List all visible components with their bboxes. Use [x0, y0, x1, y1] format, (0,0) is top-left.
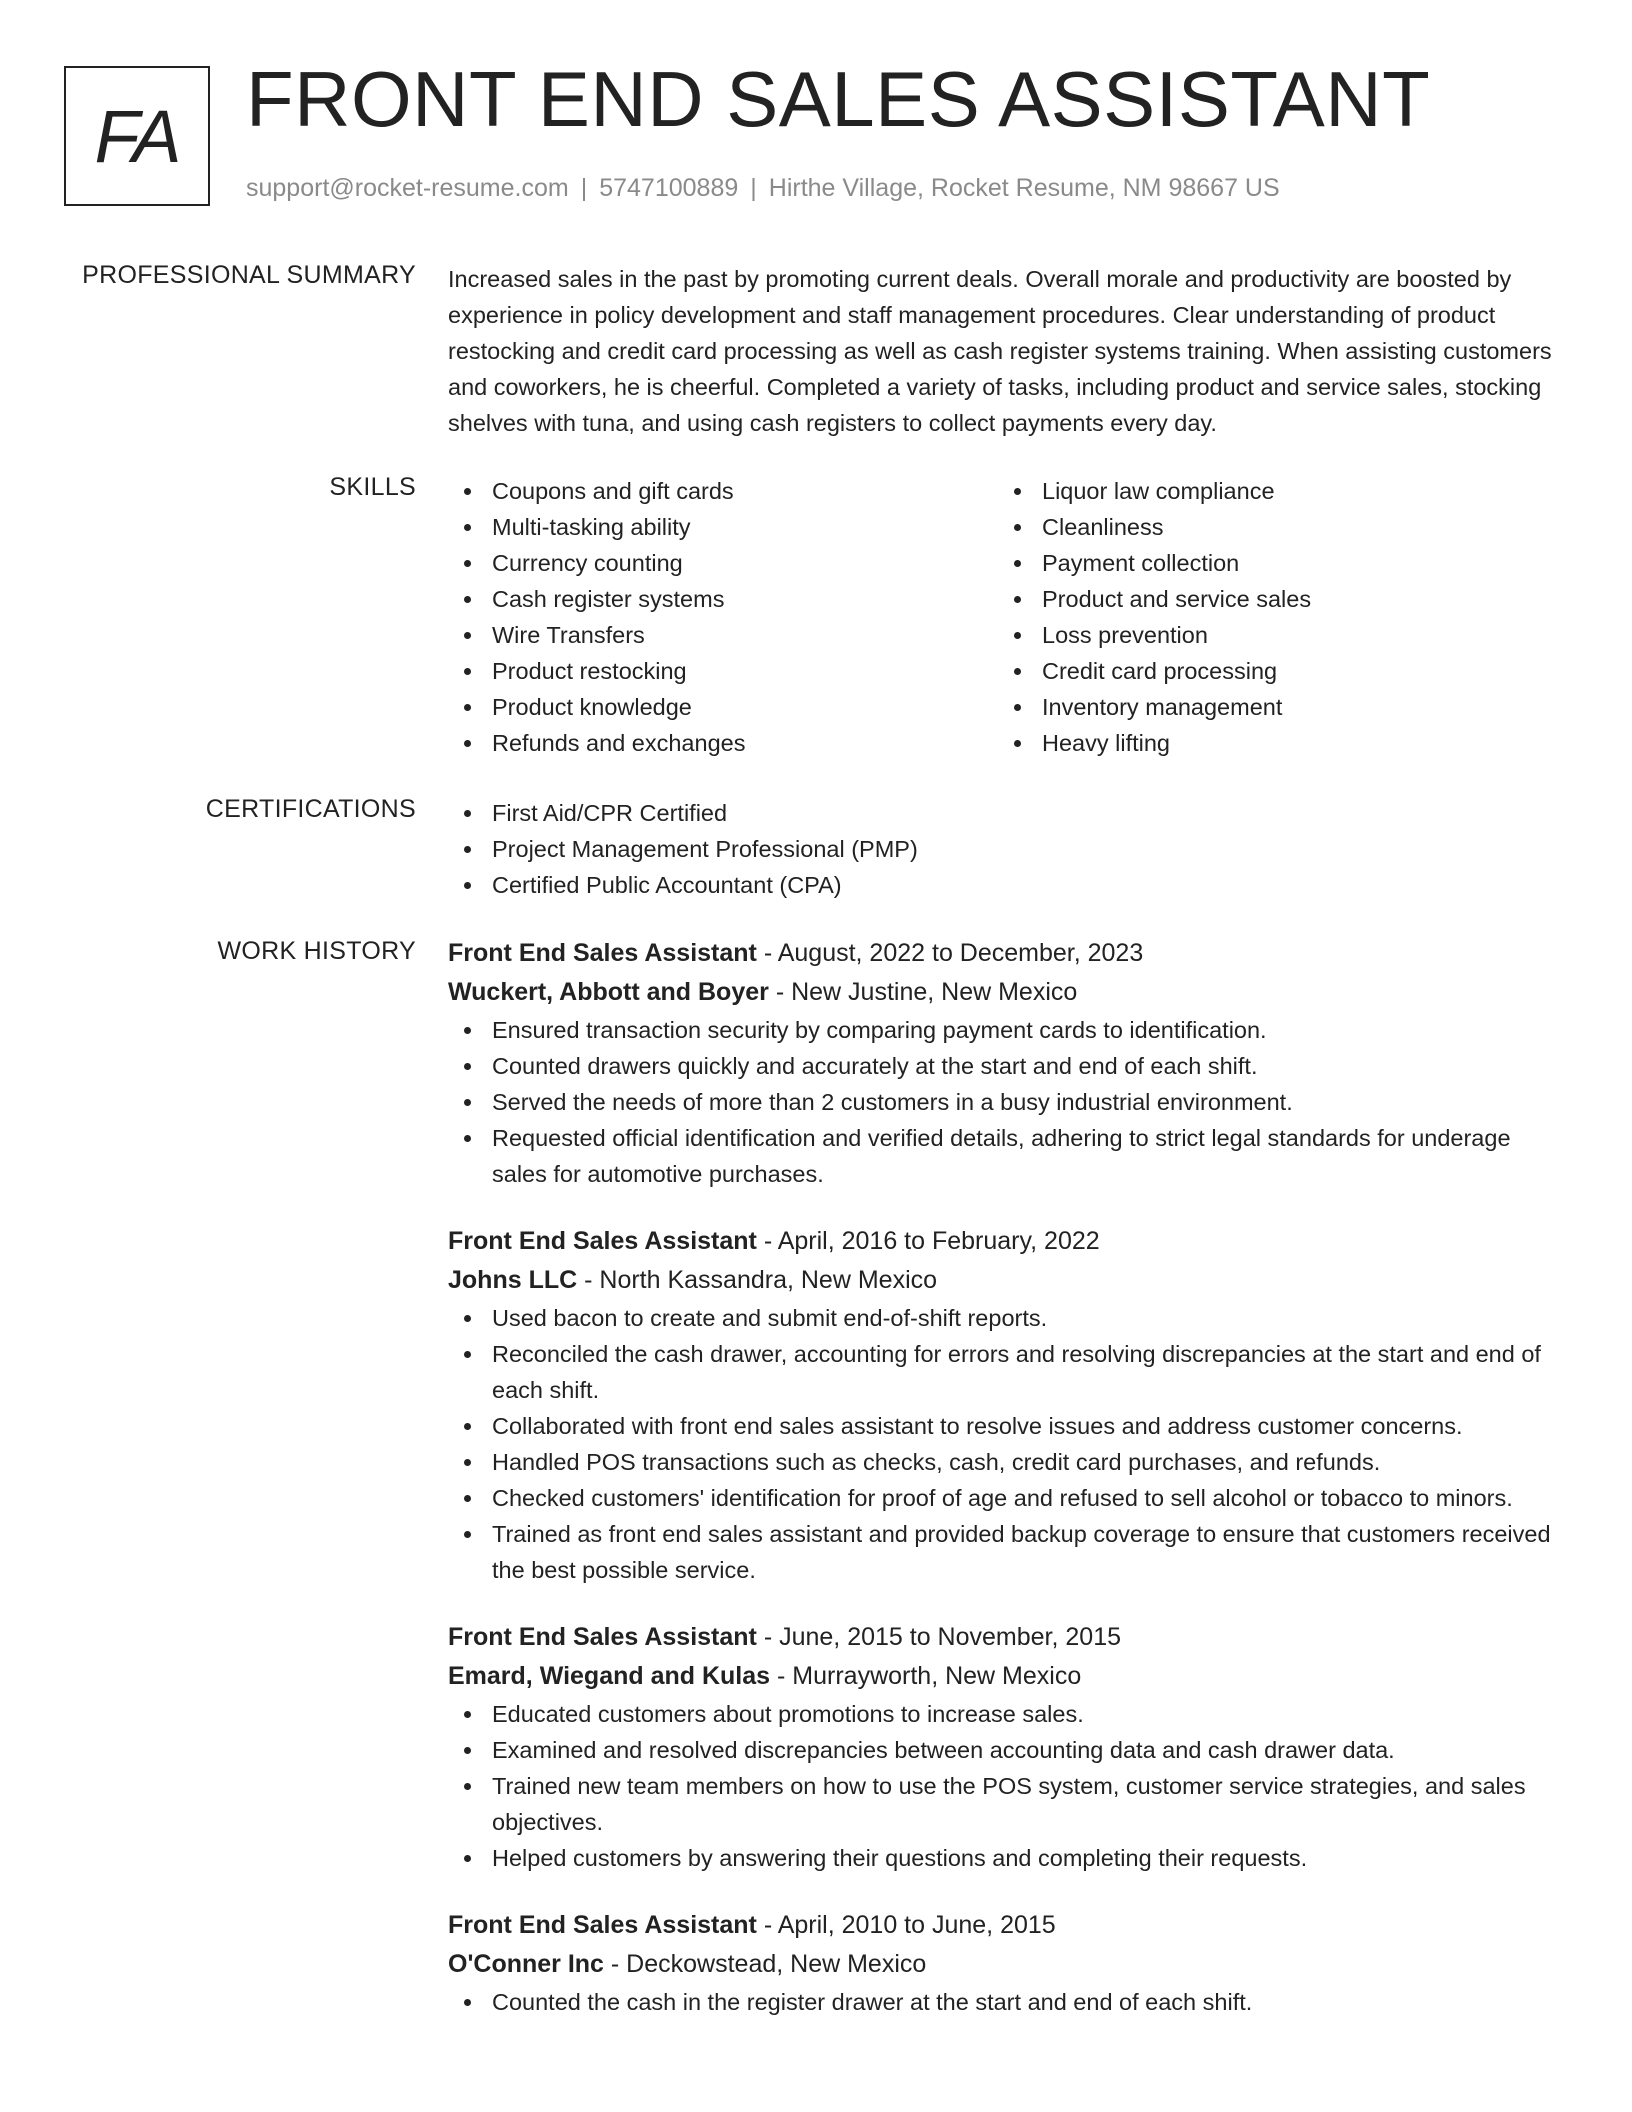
job-company: Emard, Wiegand and Kulas: [448, 1662, 771, 1690]
list-item: Project Management Professional (PMP): [448, 831, 1568, 867]
job-bullets: [448, 1012, 1568, 1192]
skills-heading: SKILLS: [329, 473, 416, 501]
job-company: Wuckert, Abbott and Boyer: [448, 978, 769, 1006]
list-item: Checked customers' identification for proof of age and refused to sell alcohol or tobacco to minors.: [448, 1480, 1568, 1516]
skills-left-list: [448, 473, 998, 761]
job-role-line: [448, 1906, 1568, 1945]
summary-body: [448, 261, 1568, 441]
certifications-body: [448, 795, 1568, 903]
list-item: Product and service sales: [998, 581, 1548, 617]
list-item: Cleanliness: [998, 509, 1548, 545]
certifications-list: [448, 795, 1568, 903]
job-location: - North Kassandra, New Mexico: [577, 1266, 938, 1294]
job-dates: - April, 2010 to June, 2015: [756, 1911, 1056, 1939]
contact-email[interactable]: support@rocket-resume.com: [246, 174, 569, 202]
job-location: - New Justine, New Mexico: [768, 978, 1078, 1006]
resume-title: FRONT END SALES ASSISTANT: [246, 55, 1431, 143]
job-entry: [448, 1906, 1568, 2020]
list-item: Loss prevention: [998, 617, 1548, 653]
skills-body: [448, 473, 1568, 761]
list-item: Payment collection: [998, 545, 1548, 581]
job-company: O'Conner Inc: [448, 1950, 604, 1978]
contact-separator: |: [750, 174, 757, 202]
job-role-line: [448, 1618, 1568, 1657]
job-dates: - June, 2015 to November, 2015: [756, 1623, 1121, 1651]
certifications-heading: CERTIFICATIONS: [205, 795, 416, 823]
job-entry: [448, 1222, 1568, 1588]
list-item: Credit card processing: [998, 653, 1548, 689]
list-item: Coupons and gift cards: [448, 473, 998, 509]
work-history-heading: WORK HISTORY: [217, 937, 416, 965]
list-item: Reconciled the cash drawer, accounting for errors and resolving discrepancies at the start and end of each shift.: [448, 1336, 1568, 1408]
job-entry: [448, 934, 1568, 1192]
list-item: Helped customers by answering their questions and completing their requests.: [448, 1840, 1568, 1876]
job-location: - Deckowstead, New Mexico: [603, 1950, 927, 1978]
list-item: Cash register systems: [448, 581, 998, 617]
list-item: Multi-tasking ability: [448, 509, 998, 545]
list-item: Liquor law compliance: [998, 473, 1548, 509]
job-company-line: [448, 1261, 1568, 1300]
job-company: Johns LLC: [448, 1266, 578, 1294]
job-role: Front End Sales Assistant: [448, 1227, 757, 1255]
list-item: Collaborated with front end sales assistant to resolve issues and address customer concerns.: [448, 1408, 1568, 1444]
job-dates: - April, 2016 to February, 2022: [756, 1227, 1100, 1255]
list-item: Examined and resolved discrepancies between accounting data and cash drawer data.: [448, 1732, 1568, 1768]
list-item: Trained as front end sales assistant and provided backup coverage to ensure that customers received the best possible service.: [448, 1516, 1568, 1588]
job-company-line: [448, 973, 1568, 1012]
list-item: Product knowledge: [448, 689, 998, 725]
list-item: Handled POS transactions such as checks, cash, credit card purchases, and refunds.: [448, 1444, 1568, 1480]
job-bullets: [448, 1696, 1568, 1876]
job-role: Front End Sales Assistant: [448, 1911, 757, 1939]
list-item: Product restocking: [448, 653, 998, 689]
job-company-line: [448, 1945, 1568, 1984]
list-item: Wire Transfers: [448, 617, 998, 653]
list-item: Requested official identification and verified details, adhering to strict legal standards for underage sales for automotive purchases.: [448, 1120, 1568, 1192]
job-company-line: [448, 1657, 1568, 1696]
job-role: Front End Sales Assistant: [448, 1623, 757, 1651]
list-item: Currency counting: [448, 545, 998, 581]
job-dates: - August, 2022 to December, 2023: [756, 939, 1144, 967]
skills-right-list: [998, 473, 1548, 761]
summary-text: Increased sales in the past by promoting current deals. Overall morale and productivity are boosted by experience in policy development and staff management procedures. Clear understanding of product restocking and credit card processing as well as cash register systems training. When assisting customers and coworkers, he is cheerful. Completed a variety of tasks, including product and service sales, stocking shelves with tuna, and using cash registers to collect payments every day.: [448, 266, 1552, 436]
monogram-initials: FA: [94, 94, 180, 178]
list-item: Counted the cash in the register drawer at the start and end of each shift.: [448, 1984, 1568, 2020]
list-item: Counted drawers quickly and accurately at the start and end of each shift.: [448, 1048, 1568, 1084]
list-item: Used bacon to create and submit end-of-shift reports.: [448, 1300, 1568, 1336]
contact-separator: |: [580, 174, 588, 202]
list-item: Inventory management: [998, 689, 1548, 725]
job-bullets: [448, 1300, 1568, 1588]
monogram-badge: [64, 66, 210, 206]
job-role-line: [448, 934, 1568, 973]
job-entry: [448, 1618, 1568, 1876]
list-item: Certified Public Accountant (CPA): [448, 867, 1568, 903]
list-item: Heavy lifting: [998, 725, 1548, 761]
job-role: Front End Sales Assistant: [448, 939, 757, 967]
work-history-body: [448, 934, 1568, 2050]
job-role-line: [448, 1222, 1568, 1261]
list-item: First Aid/CPR Certified: [448, 795, 1568, 831]
job-bullets: [448, 1984, 1568, 2020]
contact-address: Hirthe Village, Rocket Resume, NM 98667 US: [768, 174, 1280, 202]
contact-phone[interactable]: 5747100889: [599, 174, 739, 202]
list-item: Ensured transaction security by comparing payment cards to identification.: [448, 1012, 1568, 1048]
list-item: Served the needs of more than 2 customers in a busy industrial environment.: [448, 1084, 1568, 1120]
job-location: - Murrayworth, New Mexico: [770, 1662, 1082, 1690]
summary-heading: PROFESSIONAL SUMMARY: [82, 261, 416, 289]
list-item: Educated customers about promotions to increase sales.: [448, 1696, 1568, 1732]
skills-grid: [448, 473, 1568, 761]
list-item: Trained new team members on how to use the POS system, customer service strategies, and sales objectives.: [448, 1768, 1568, 1840]
list-item: Refunds and exchanges: [448, 725, 998, 761]
contact-line: [246, 174, 1280, 203]
